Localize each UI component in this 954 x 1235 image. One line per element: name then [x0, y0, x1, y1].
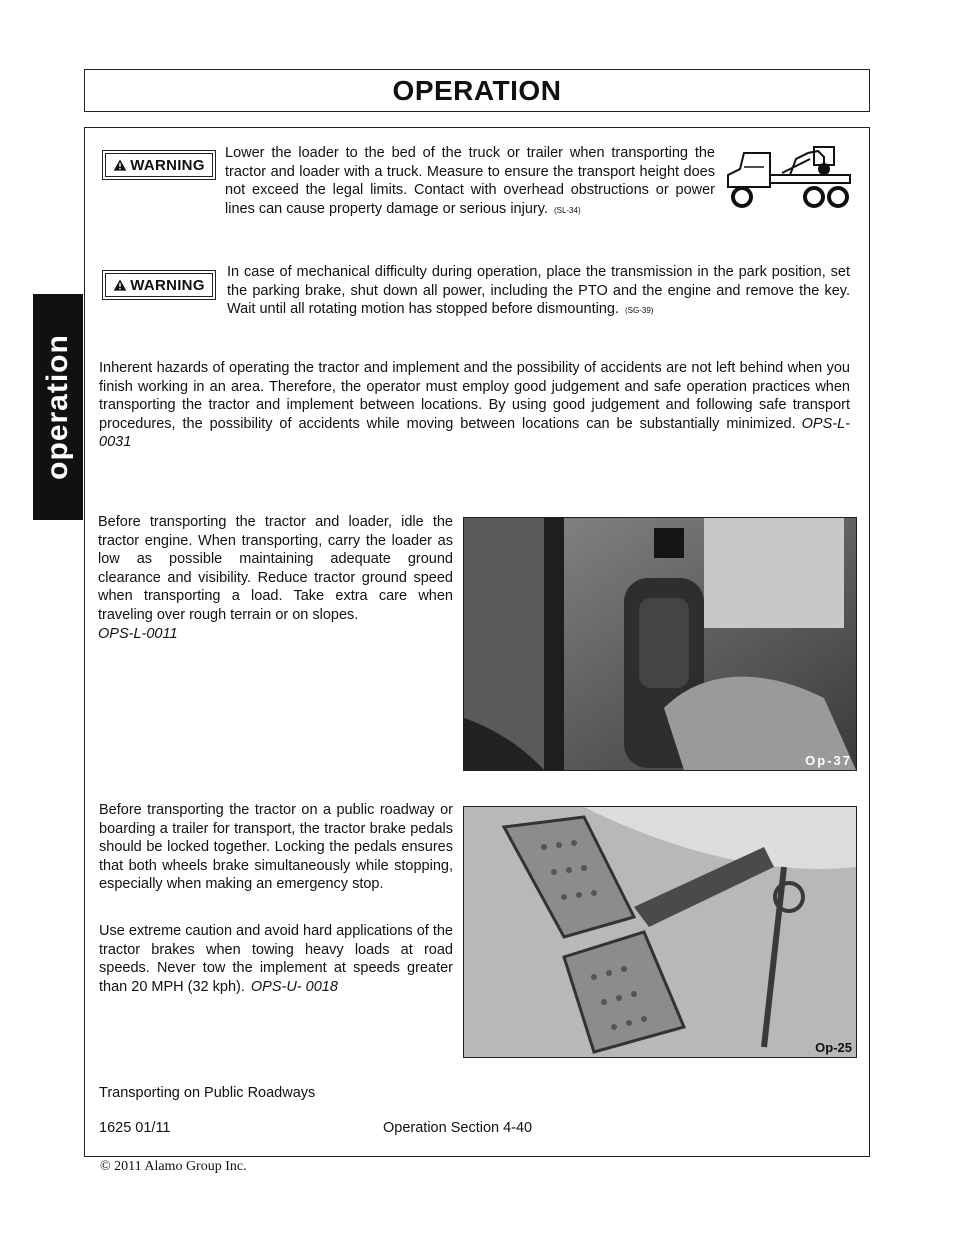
- warning-code: (SL-34): [553, 205, 581, 215]
- brake-pedals-image: [464, 807, 856, 1057]
- warning-code: (SG-39): [625, 306, 654, 316]
- truck-loader-icon: [724, 145, 854, 209]
- model-date: 1625 01/11: [99, 1120, 171, 1136]
- copyright: © 2011 Alamo Group Inc.: [100, 1159, 247, 1174]
- caution-paragraph: [99, 922, 453, 996]
- brake-pedals-text: Before transporting the tractor on a public roadway or boarding a trailer for transport, the tractor brake pedals should be locked together. Locking the pedals ensures that both wheels brake simultaneously while stopping, especially when making an emergency stop.: [99, 802, 453, 893]
- cab-controls-image: [464, 518, 856, 770]
- warning-text: [227, 263, 850, 321]
- warning-label: WARNING: [130, 276, 205, 294]
- photo-label: Op-37: [805, 753, 852, 768]
- warning-label: WARNING: [130, 156, 205, 174]
- hazards-paragraph: [99, 359, 850, 452]
- caution-code: OPS-U- 0018: [250, 978, 338, 995]
- idle-engine-text: Before transporting the tractor and loader, idle the tractor engine. When transporting, carry the loader as low as possible maintaining adequate ground clearance and visibility. Reduce tractor ground speed when transporting a load. Take extra care when traveling over rough terrain or on slopes.: [98, 514, 453, 623]
- warning-triangle-icon: [113, 278, 127, 292]
- warning-body: Lower the loader to the bed of the truck or trailer when transporting the tractor and loader with a truck. Measure to ensure the transport height does not exceed the legal limits. Contact with overhead obstructions or power lines can cause property damage or serious injury.: [225, 145, 715, 217]
- page-title: OPERATION: [392, 74, 562, 106]
- photo-label: Op-25: [815, 1040, 852, 1055]
- photo-brake-pedals: [463, 806, 857, 1058]
- page-reference: Operation Section 4-40: [383, 1120, 533, 1136]
- photo-cab-controls: [463, 517, 857, 771]
- idle-engine-code: OPS-L-0011: [98, 625, 178, 642]
- warning-triangle-icon: [113, 158, 127, 172]
- hazards-text: Inherent hazards of operating the tractor and implement and the possibility of accidents are not left behind when you finish working in an area. Therefore, the operator must employ good judgement and safe operation practices when transporting the tractor and implement between locations. By using good judgement and following safe transport procedures, the possibility of accidents while moving between locations can be substantially minimized.: [99, 360, 850, 432]
- side-tab-label: operation: [41, 334, 75, 480]
- page-header: [84, 69, 870, 112]
- warning-badge: [102, 270, 216, 300]
- brake-pedals-paragraph: [99, 801, 453, 894]
- warning-text: [225, 144, 715, 220]
- section-side-tab: [33, 294, 83, 520]
- warning-badge: [102, 150, 216, 180]
- idle-engine-paragraph: [98, 513, 453, 643]
- caution-text: Use extreme caution and avoid hard applications of the tractor brakes when towing heavy loads at road speeds. Never tow the implement at speeds greater than 20 MPH (32 kph).: [99, 923, 453, 995]
- hazards-code: OPS-L- 0031: [99, 415, 850, 451]
- warning-body: In case of mechanical difficulty during operation, place the transmission in the park position, set the parking brake, shut down all power, including the PTO and the engine and remove the key. Wait until all rotating motion has stopped before dismounting.: [227, 264, 850, 318]
- section-footer-title: Transporting on Public Roadways: [99, 1085, 316, 1101]
